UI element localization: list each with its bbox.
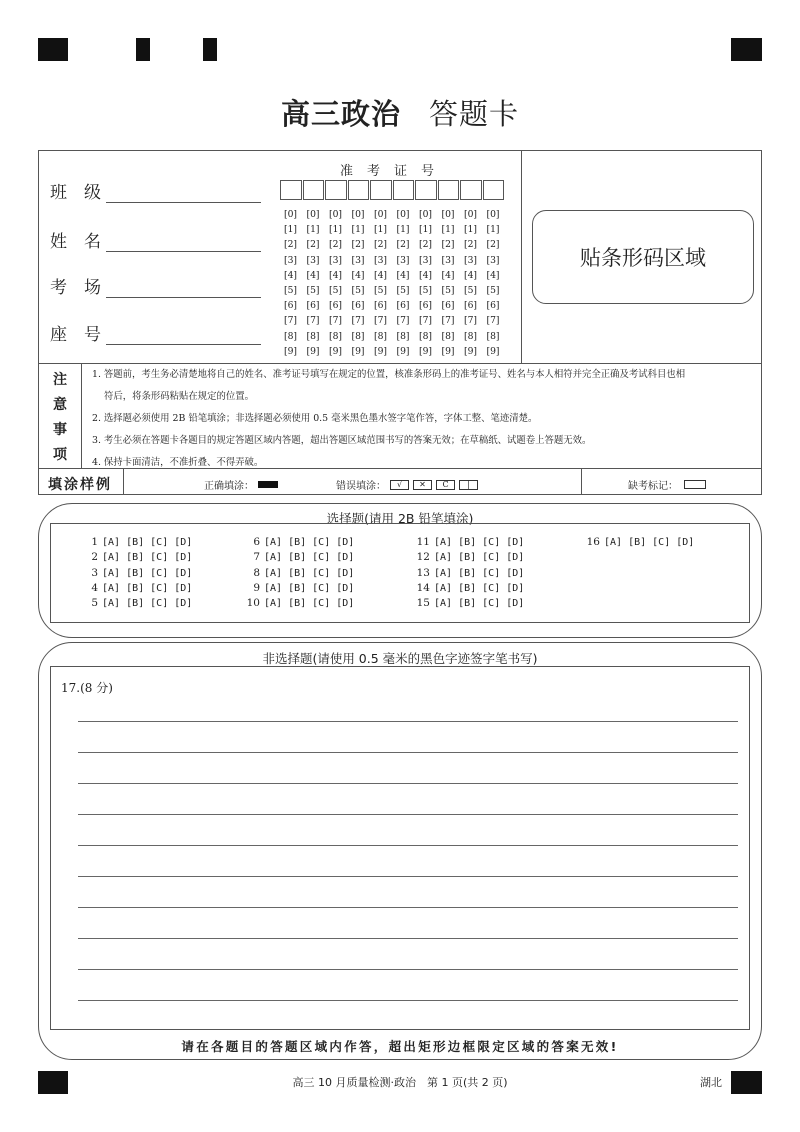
digit-bubble[interactable]: [7] — [464, 315, 478, 327]
digit-bubble[interactable]: [1] — [284, 224, 298, 236]
digit-bubble[interactable]: [2] — [419, 239, 433, 251]
digit-bubble[interactable]: [6] — [284, 300, 298, 312]
digit-bubble[interactable]: [7] — [351, 315, 365, 327]
ticket-digit-cell[interactable] — [348, 180, 370, 200]
digit-bubble[interactable]: [5] — [441, 285, 455, 297]
digit-bubble[interactable]: [3] — [284, 254, 298, 266]
question-number: 10 — [246, 597, 260, 610]
digit-bubble[interactable]: [7] — [441, 315, 455, 327]
digit-bubble[interactable]: [4] — [396, 269, 410, 281]
ticket-digit-cell[interactable] — [415, 180, 437, 200]
ticket-digit-cell[interactable] — [483, 180, 505, 200]
question-number: 13 — [416, 566, 430, 579]
digit-bubble[interactable]: [4] — [441, 269, 455, 281]
digit-bubble[interactable]: [4] — [374, 269, 388, 281]
notice-item: 符后，将条形码粘贴在规定的位置。 — [104, 391, 255, 402]
answer-options[interactable]: [A] [B] [C] [D] — [604, 537, 695, 548]
choice-question-row — [82, 566, 192, 581]
digit-bubble[interactable]: [0] — [306, 209, 320, 220]
answer-options[interactable]: [A] [B] [C] [D] — [102, 598, 193, 610]
ticket-number-cells[interactable] — [280, 180, 505, 200]
digit-bubble[interactable]: [2] — [374, 239, 388, 251]
ticket-digit-cell[interactable] — [393, 180, 415, 200]
choice-question-row — [584, 535, 694, 550]
answer-options[interactable]: [A] [B] [C] [D] — [264, 537, 355, 548]
choice-question-row — [414, 535, 524, 550]
absent-label: 缺考标记： — [628, 481, 678, 492]
digit-bubble[interactable]: [1] — [374, 224, 388, 236]
title-main: 高三政治 — [280, 97, 401, 131]
seat-label: 座 号 — [50, 325, 101, 345]
digit-bubble[interactable]: [4] — [419, 269, 433, 281]
ticket-digit-grid[interactable] — [284, 207, 509, 359]
ticket-digit-row — [284, 237, 509, 252]
exam-room-label: 考 场 — [50, 278, 101, 298]
page-title — [0, 92, 800, 133]
digit-bubble[interactable]: [5] — [306, 285, 320, 297]
digit-bubble[interactable]: [6] — [464, 300, 478, 312]
digit-bubble[interactable]: [5] — [464, 285, 478, 297]
choice-column — [82, 535, 192, 611]
position-mark — [38, 38, 68, 61]
question-number: 16 — [586, 536, 600, 548]
digit-bubble[interactable]: [8] — [374, 330, 388, 342]
name-label: 姓 名 — [50, 232, 101, 252]
digit-bubble[interactable]: [9] — [374, 345, 388, 357]
digit-bubble[interactable]: [9] — [306, 345, 320, 357]
choice-column — [584, 535, 694, 550]
ticket-title: 准考证号 — [339, 164, 448, 179]
filled-mark-icon — [258, 481, 278, 488]
question-number: 6 — [253, 536, 260, 548]
correct-sample — [204, 477, 278, 492]
digit-bubble[interactable]: [3] — [396, 254, 410, 266]
wrong-mark-icon: √ — [390, 480, 409, 490]
question-number: 3 — [91, 566, 98, 579]
digit-bubble[interactable]: [6] — [396, 300, 410, 312]
choice-question-row — [82, 550, 192, 565]
ticket-digit-cell[interactable] — [280, 180, 302, 200]
ticket-digit-row — [284, 298, 509, 313]
wrong-mark-icon: ✕ — [413, 480, 432, 490]
question-number: 11 — [416, 536, 430, 548]
question-number: 7 — [253, 551, 260, 564]
question-number: 14 — [416, 581, 430, 594]
digit-bubble[interactable]: [3] — [441, 254, 455, 266]
question-number: 8 — [253, 566, 260, 579]
digit-bubble[interactable]: [3] — [374, 254, 388, 266]
notice-item: 3. 考生必须在答题卡各题目的规定答题区域内答题，超出答题区域范围书写的答案无效；在草稿纸、试题卷上答题无效。 — [92, 435, 592, 446]
answer-options[interactable]: [A] [B] [C] [D] — [264, 567, 355, 579]
digit-bubble[interactable]: [8] — [419, 330, 433, 342]
choice-question-row — [244, 566, 354, 581]
divider — [521, 150, 522, 363]
answer-options[interactable]: [A] [B] [C] [D] — [434, 582, 525, 594]
digit-bubble[interactable]: [0] — [351, 209, 365, 220]
question-number: 9 — [253, 581, 260, 594]
choice-question-row — [414, 550, 524, 565]
name-underline[interactable] — [106, 235, 261, 252]
region-label: 湖北 — [700, 1076, 722, 1089]
ticket-digit-cell[interactable] — [303, 180, 325, 200]
notice-list — [92, 364, 757, 474]
digit-bubble[interactable]: [8] — [306, 330, 320, 342]
digit-bubble[interactable]: [6] — [329, 300, 343, 312]
writing-line — [78, 938, 738, 939]
digit-bubble[interactable]: [5] — [419, 285, 433, 297]
absent-sample — [628, 477, 706, 492]
writing-line — [78, 907, 738, 908]
answer-options[interactable]: [A] [B] [C] [D] — [102, 537, 193, 548]
choice-question-row — [244, 535, 354, 550]
divider — [81, 363, 82, 468]
class-label: 班 级 — [50, 183, 101, 203]
notice-char: 事 — [53, 421, 67, 438]
digit-bubble[interactable]: [3] — [486, 254, 500, 266]
digit-bubble[interactable]: [8] — [329, 330, 343, 342]
notice-item: 1. 答题前，考生务必清楚地将自己的姓名、准考证号填写在规定的位置，核准条形码上的准考证号、姓名与本人相符并完全正确及考试科目也相 — [92, 369, 686, 380]
notice-char: 意 — [53, 396, 67, 413]
notice-item: 2. 选择题必须使用 2B 铅笔填涂；非选择题必须使用 0.5 毫米黑色墨水签字笔作答，字体工整、笔迹清楚。 — [92, 413, 538, 424]
nonchoice-header: 非选择题(请使用 0.5 毫米的黑色字迹签字笔书写) — [262, 651, 538, 666]
digit-bubble[interactable]: [1] — [351, 224, 365, 236]
digit-bubble[interactable]: [7] — [329, 315, 343, 327]
answer-options[interactable]: [A] [B] [C] [D] — [434, 552, 525, 564]
question-number: 15 — [416, 597, 430, 610]
digit-bubble[interactable]: [9] — [351, 345, 365, 357]
digit-bubble[interactable]: [1] — [486, 224, 500, 236]
question-17-label: 17.(8 分) — [61, 681, 113, 695]
digit-bubble[interactable]: [1] — [419, 224, 433, 236]
correct-label: 正确填涂： — [204, 481, 254, 492]
digit-bubble[interactable]: [4] — [351, 269, 365, 281]
choice-question-row — [82, 535, 192, 550]
ticket-digit-cell[interactable] — [370, 180, 392, 200]
digit-bubble[interactable]: [5] — [284, 285, 298, 297]
digit-bubble[interactable]: [0] — [284, 209, 298, 220]
digit-bubble[interactable]: [7] — [419, 315, 433, 327]
digit-bubble[interactable]: [6] — [306, 300, 320, 312]
ticket-digit-row — [284, 283, 509, 298]
choice-question-row — [414, 566, 524, 581]
digit-bubble[interactable]: [4] — [329, 269, 343, 281]
digit-bubble[interactable]: [3] — [419, 254, 433, 266]
digit-bubble[interactable]: [6] — [351, 300, 365, 312]
digit-bubble[interactable]: [8] — [284, 330, 298, 342]
digit-bubble[interactable]: [9] — [464, 345, 478, 357]
digit-bubble[interactable]: [1] — [329, 224, 343, 236]
digit-bubble[interactable]: [1] — [464, 224, 478, 236]
digit-bubble[interactable]: [8] — [396, 330, 410, 342]
choice-question-row — [244, 550, 354, 565]
exam-room-field[interactable] — [50, 273, 261, 298]
digit-bubble[interactable]: [7] — [306, 315, 320, 327]
digit-bubble[interactable]: [1] — [441, 224, 455, 236]
title-sub: 答题卡 — [429, 97, 520, 131]
ticket-digit-cell[interactable] — [325, 180, 347, 200]
digit-bubble[interactable]: [2] — [284, 239, 298, 251]
digit-bubble[interactable]: [5] — [396, 285, 410, 297]
answer-options[interactable]: [A] [B] [C] [D] — [264, 552, 355, 564]
digit-bubble[interactable]: [2] — [396, 239, 410, 251]
digit-bubble[interactable]: [3] — [351, 254, 365, 266]
class-underline[interactable] — [106, 186, 261, 203]
answer-options[interactable]: [A] [B] [C] [D] — [102, 567, 193, 579]
ticket-digit-row — [284, 313, 509, 328]
digit-bubble[interactable]: [9] — [396, 345, 410, 357]
digit-bubble[interactable]: [8] — [486, 330, 500, 342]
choice-question-row — [82, 596, 192, 611]
digit-bubble[interactable]: [4] — [306, 269, 320, 281]
answer-options[interactable]: [A] [B] [C] [D] — [264, 598, 355, 610]
digit-bubble[interactable]: [8] — [464, 330, 478, 342]
digit-bubble[interactable]: [2] — [351, 239, 365, 251]
ticket-digit-row — [284, 344, 509, 359]
seat-underline[interactable] — [106, 328, 261, 345]
digit-bubble[interactable]: [6] — [441, 300, 455, 312]
seat-field[interactable] — [50, 320, 261, 345]
question-number: 4 — [91, 581, 98, 594]
question-number: 5 — [91, 597, 98, 610]
ticket-digit-row — [284, 253, 509, 268]
position-mark — [136, 38, 150, 61]
digit-bubble[interactable]: [9] — [284, 345, 298, 357]
digit-bubble[interactable]: [3] — [306, 254, 320, 266]
page-footer: 高三 10 月质量检测·政治 第 1 页(共 2 页) — [292, 1076, 508, 1089]
warning-text: 请在各题目的答题区域内作答，超出矩形边框限定区域的答案无效! — [181, 1039, 619, 1054]
digit-bubble[interactable]: [7] — [374, 315, 388, 327]
wrong-label: 错误填涂： — [336, 481, 386, 492]
digit-bubble[interactable]: [2] — [486, 239, 500, 251]
absent-mark-box[interactable] — [684, 480, 706, 489]
digit-bubble[interactable]: [9] — [329, 345, 343, 357]
digit-bubble[interactable]: [6] — [374, 300, 388, 312]
digit-bubble[interactable]: [8] — [351, 330, 365, 342]
ticket-digit-cell[interactable] — [460, 180, 482, 200]
ticket-digit-cell[interactable] — [438, 180, 460, 200]
answer-options[interactable]: [A] [B] [C] [D] — [264, 582, 355, 594]
ticket-digit-row — [284, 329, 509, 344]
digit-bubble[interactable]: [9] — [419, 345, 433, 357]
wrong-sample — [336, 477, 478, 492]
writing-line — [78, 969, 738, 970]
digit-bubble[interactable]: [2] — [464, 239, 478, 251]
writing-line — [78, 721, 738, 722]
digit-bubble[interactable]: [2] — [441, 239, 455, 251]
digit-bubble[interactable]: [2] — [306, 239, 320, 251]
digit-bubble[interactable]: [5] — [374, 285, 388, 297]
position-mark — [203, 38, 217, 61]
digit-bubble[interactable]: [6] — [419, 300, 433, 312]
digit-bubble[interactable]: [0] — [396, 209, 410, 220]
choice-column — [414, 535, 524, 611]
wrong-mark-icon: C — [436, 480, 455, 490]
digit-bubble[interactable]: [8] — [441, 330, 455, 342]
class-field[interactable] — [50, 178, 261, 203]
choice-question-row — [414, 596, 524, 611]
digit-bubble[interactable]: [3] — [464, 254, 478, 266]
answer-options[interactable]: [A] [B] [C] [D] — [434, 537, 525, 548]
digit-bubble[interactable]: [7] — [396, 315, 410, 327]
writing-line — [78, 752, 738, 753]
answer-options[interactable]: [A] [B] [C] [D] — [102, 582, 193, 594]
position-mark — [731, 38, 762, 61]
ticket-digit-row — [284, 268, 509, 283]
answer-options[interactable]: [A] [B] [C] [D] — [434, 598, 525, 610]
digit-bubble[interactable]: [0] — [374, 209, 388, 220]
writing-line — [78, 814, 738, 815]
ticket-digit-row — [284, 207, 509, 222]
writing-line — [78, 1000, 738, 1001]
notice-item: 4. 保持卡面清洁，不准折叠、不得弄破。 — [92, 457, 264, 468]
ticket-digit-row — [284, 222, 509, 237]
name-field[interactable] — [50, 227, 261, 252]
digit-bubble[interactable]: [0] — [329, 209, 343, 220]
question-number: 1 — [91, 536, 98, 548]
digit-bubble[interactable]: [6] — [486, 300, 500, 312]
digit-bubble[interactable]: [0] — [419, 209, 433, 220]
notice-label — [40, 366, 80, 466]
digit-bubble[interactable]: [2] — [329, 239, 343, 251]
digit-bubble[interactable]: [1] — [306, 224, 320, 236]
digit-bubble[interactable]: [9] — [441, 345, 455, 357]
choice-question-row — [82, 581, 192, 596]
wrong-mark-icon: | — [459, 480, 478, 490]
choice-question-row — [244, 596, 354, 611]
notice-char: 项 — [53, 446, 67, 463]
digit-bubble[interactable]: [0] — [486, 209, 500, 220]
digit-bubble[interactable]: [4] — [284, 269, 298, 281]
notice-char: 注 — [53, 371, 67, 388]
digit-bubble[interactable]: [0] — [464, 209, 478, 220]
writing-line — [78, 876, 738, 877]
choice-question-row — [244, 581, 354, 596]
question-number: 12 — [416, 551, 430, 564]
digit-bubble[interactable]: [4] — [464, 269, 478, 281]
writing-line — [78, 845, 738, 846]
choice-question-row — [414, 581, 524, 596]
writing-line — [78, 783, 738, 784]
answer-options[interactable]: [A] [B] [C] [D] — [434, 567, 525, 579]
sample-label: 填涂样例 — [48, 477, 112, 493]
exam-room-underline[interactable] — [106, 281, 261, 298]
choice-column — [244, 535, 354, 611]
digit-bubble[interactable]: [1] — [396, 224, 410, 236]
digit-bubble[interactable]: [7] — [284, 315, 298, 327]
digit-bubble[interactable]: [7] — [486, 315, 500, 327]
digit-bubble[interactable]: [5] — [351, 285, 365, 297]
digit-bubble[interactable]: [4] — [486, 269, 500, 281]
question-number: 2 — [91, 551, 98, 564]
digit-bubble[interactable]: [5] — [486, 285, 500, 297]
answer-options[interactable]: [A] [B] [C] [D] — [102, 552, 193, 564]
digit-bubble[interactable]: [9] — [486, 345, 500, 357]
barcode-area: 贴条形码区域 — [532, 210, 754, 304]
digit-bubble[interactable]: [3] — [329, 254, 343, 266]
digit-bubble[interactable]: [5] — [329, 285, 343, 297]
digit-bubble[interactable]: [0] — [441, 209, 455, 220]
choice-header: 选择题(请用 2B 铅笔填涂) — [326, 511, 474, 526]
